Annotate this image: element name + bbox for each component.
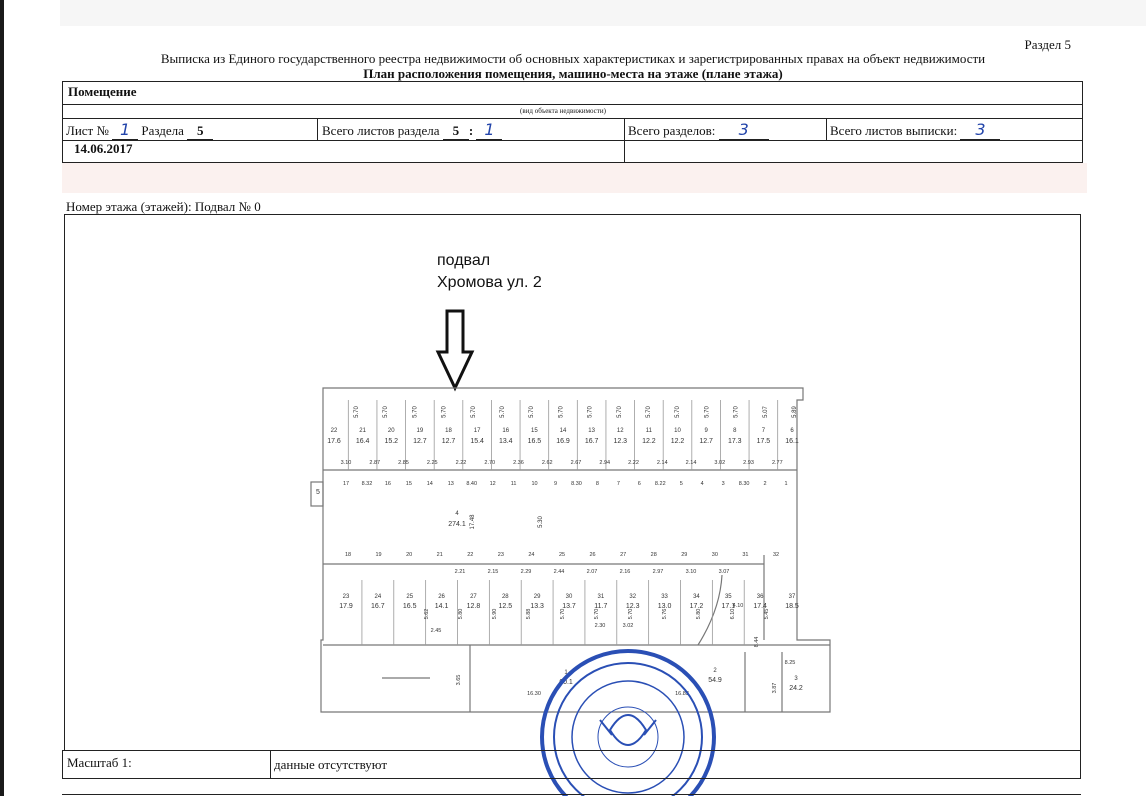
bottom-room-area: 17.9 xyxy=(339,603,353,610)
top-stall-height: 5.70 xyxy=(500,406,506,418)
top-stall-height: 5.70 xyxy=(470,406,477,418)
bottom-room-area: 14.1 xyxy=(434,603,449,610)
top-parking-spot: 16 xyxy=(384,481,391,487)
bottom-stall-height: 5.70 xyxy=(560,608,566,620)
bottom-parking-spot: 31 xyxy=(742,552,749,558)
top-stall-width: 2.85 xyxy=(398,460,409,466)
side-mark: 5 xyxy=(316,489,320,496)
document-subtitle: План расположения помещения, машино-места на этаже (плане этажа) xyxy=(363,66,783,81)
top-parking-spot: 2 xyxy=(763,481,767,487)
bottom-stall-height: 5.80 xyxy=(696,608,702,620)
top-stall-width: 2.25 xyxy=(426,460,438,466)
top-stall-width: 2.77 xyxy=(771,460,783,466)
top-parking-spot: 15 xyxy=(405,481,412,487)
building-outline xyxy=(311,388,830,712)
top-room-area: 15.4 xyxy=(470,438,484,445)
top-room-number: 21 xyxy=(359,428,366,434)
top-stall-height: 5.07 xyxy=(762,406,769,418)
lower-room-area: 54.9 xyxy=(708,677,722,684)
bottom-parking-spot: 25 xyxy=(558,552,566,558)
bottom-stall-height: 5.45 xyxy=(764,608,770,620)
top-room-area: 16.5 xyxy=(527,438,542,445)
top-parking-spot: 17 xyxy=(342,481,350,487)
bottom-parking-spot: 19 xyxy=(375,552,382,558)
top-stall-height: 5.89 xyxy=(792,406,798,418)
top-parking-spot: 6 xyxy=(637,481,641,487)
bottom-parking-spot: 29 xyxy=(681,552,688,558)
bottom-room-number: 35 xyxy=(724,594,732,600)
bottom-room-area: 16.5 xyxy=(402,603,417,610)
top-room-number: 14 xyxy=(559,428,567,434)
plan-dimension: 3.87 xyxy=(772,682,778,694)
bottom-room-area: 11.7 xyxy=(594,603,608,610)
plan-dimension: 8.25 xyxy=(784,660,796,666)
top-parking-spot: 8.30 xyxy=(571,481,582,487)
issue-date: 14.06.2017 xyxy=(74,141,133,156)
center-dimension: 5.30 xyxy=(538,516,544,528)
bottom-room-number: 23 xyxy=(342,594,350,600)
top-parking-spot: 7 xyxy=(616,481,620,487)
plan-address: Хромова ул. 2 xyxy=(437,274,542,291)
top-room-number: 19 xyxy=(416,428,424,434)
top-stall-width: 3.10 xyxy=(340,460,352,466)
bottom-room-area: 17.4 xyxy=(753,603,767,610)
total-sheets-section-label: Всего листов раздела xyxy=(322,123,440,138)
top-room-number: 15 xyxy=(531,428,538,434)
bottom-room-area: 12.8 xyxy=(466,603,481,610)
bottom-parking-spot: 24 xyxy=(528,552,535,558)
bottom-stall-width: 2.07 xyxy=(586,569,598,575)
top-stall-height: 5.70 xyxy=(383,406,390,418)
top-parking-spot: 11 xyxy=(510,481,517,487)
top-stall-width: 2.93 xyxy=(743,460,754,466)
bottom-room-number: 26 xyxy=(438,594,445,600)
bottom-stall-height: 5.70 xyxy=(594,608,600,620)
center-room-area: 274.1 xyxy=(448,521,466,528)
scale-row xyxy=(62,750,1081,779)
top-parking-spot: 8 xyxy=(595,481,599,487)
top-room-number: 11 xyxy=(645,428,652,434)
bottom-parking-spot: 30 xyxy=(711,552,718,558)
scale-label: Масштаб 1: xyxy=(67,755,132,770)
top-stall-width: 2.22 xyxy=(628,460,639,466)
top-parking-spot: 8.40 xyxy=(466,481,478,487)
bottom-stall-height: 6.10 xyxy=(730,608,736,620)
bottom-parking-spot: 21 xyxy=(436,552,443,558)
bottom-room-number: 36 xyxy=(756,594,764,600)
total-sheets-section-value: 5 xyxy=(443,123,469,140)
top-room-area: 17.3 xyxy=(727,438,742,445)
bottom-stall-width: 3.10 xyxy=(685,569,697,575)
top-stall-width: 2.14 xyxy=(656,460,668,466)
bottom-parking-spot: 23 xyxy=(497,552,504,558)
bottom-stall-height: 5.62 xyxy=(424,608,430,620)
bottom-parking-spot: 20 xyxy=(406,552,413,558)
top-room-number: 7 xyxy=(761,428,766,434)
section-of-sheet-value: 5 xyxy=(187,123,213,140)
plan-dimension: 2.30 xyxy=(594,623,606,629)
plan-dimension: 16.30 xyxy=(527,691,541,697)
top-parking-spot: 3 xyxy=(721,481,725,487)
top-stall-height: 5.70 xyxy=(529,406,536,418)
next-table-edge xyxy=(62,794,1081,795)
bottom-room-area: 12.3 xyxy=(625,603,640,610)
top-stall-height: 5.70 xyxy=(675,406,682,418)
top-stall-height: 5.70 xyxy=(587,406,594,418)
top-stall-height: 5.70 xyxy=(646,406,652,418)
total-sections-label: Всего разделов: xyxy=(628,123,716,138)
top-room-number: 9 xyxy=(704,428,708,434)
lower-room-number: 2 xyxy=(713,668,717,674)
plan-dimension: 3.02 xyxy=(622,623,634,629)
top-stall-width: 2.22 xyxy=(455,460,467,466)
bottom-stall-width: 2.16 xyxy=(619,569,631,575)
bottom-stall-width: 2.97 xyxy=(652,569,664,575)
lower-room-area: 24.2 xyxy=(789,685,803,692)
bottom-room-number: 37 xyxy=(788,594,796,600)
top-room-area: 16.7 xyxy=(584,438,599,445)
top-parking-spot: 8.30 xyxy=(738,481,750,487)
top-room-number: 17 xyxy=(473,428,481,434)
bottom-room-number: 27 xyxy=(470,594,477,600)
plan-dimension: 4.10 xyxy=(732,603,744,609)
plan-dimension: 2.45 xyxy=(430,628,442,634)
top-room-number: 22 xyxy=(330,428,338,434)
bottom-parking-spot: 26 xyxy=(589,552,596,558)
top-room-number: 18 xyxy=(445,428,452,434)
bottom-room-number: 32 xyxy=(629,594,637,600)
top-parking-spot: 8.32 xyxy=(361,481,373,487)
plan-dimension: 16.83 xyxy=(675,691,689,697)
top-stall-width: 2.36 xyxy=(513,460,524,466)
floor-label: Номер этажа (этажей): Подвал № 0 xyxy=(66,199,261,214)
bottom-stall-height: 5.76 xyxy=(662,608,668,620)
bottom-room-number: 30 xyxy=(565,594,573,600)
top-stall-height: 5.70 xyxy=(441,406,448,418)
object-type-caption: (вид объекта недвижимости) xyxy=(520,107,606,115)
top-room-number: 10 xyxy=(674,428,681,434)
bottom-room-area: 16.7 xyxy=(371,603,385,610)
top-room-area: 12.3 xyxy=(613,438,628,445)
sheet-label: Лист № xyxy=(66,123,109,138)
total-sections-value: 3 xyxy=(719,120,769,140)
document-title: Выписка из Единого государственного реестра недвижимости об основных характеристиках и зарегистрированных правах на объект недвижимости xyxy=(160,51,986,66)
bottom-room-number: 33 xyxy=(661,594,668,600)
top-room-number: 6 xyxy=(790,428,794,434)
lower-room-area: 60.1 xyxy=(559,679,573,686)
top-room-number: 12 xyxy=(616,428,624,434)
bottom-room-number: 34 xyxy=(693,594,700,600)
top-parking-spot: 8.22 xyxy=(654,481,666,487)
top-room-area: 16.1 xyxy=(785,438,799,445)
top-room-area: 12.2 xyxy=(670,438,685,445)
top-room-area: 16.9 xyxy=(556,438,570,445)
top-parking-spot: 9 xyxy=(553,481,558,487)
top-stall-width: 2.70 xyxy=(484,460,496,466)
bottom-room-number: 31 xyxy=(597,594,605,600)
top-room-area: 13.4 xyxy=(498,438,513,445)
section-of-sheet-label: Раздела xyxy=(141,123,184,138)
top-stall-width: 2.14 xyxy=(685,460,697,466)
top-stall-height: 5.70 xyxy=(733,406,740,418)
bottom-room-area: 13.0 xyxy=(657,603,672,610)
bottom-room-area: 12.5 xyxy=(498,603,513,610)
top-parking-spot: 5 xyxy=(679,481,683,487)
top-stall-width: 3.02 xyxy=(714,460,726,466)
bottom-parking-spot: 28 xyxy=(650,552,657,558)
top-room-area: 12.2 xyxy=(642,438,656,445)
top-room-area: 12.7 xyxy=(413,438,427,445)
bottom-room-number: 29 xyxy=(533,594,541,600)
center-room-number: 4 xyxy=(455,511,459,517)
top-room-number: 20 xyxy=(387,428,395,434)
bottom-room-number: 24 xyxy=(374,594,382,600)
top-room-area: 16.4 xyxy=(355,438,370,445)
center-dimension: 17.48 xyxy=(470,514,476,530)
top-room-area: 17.5 xyxy=(756,438,771,445)
top-room-number: 13 xyxy=(588,428,595,434)
bottom-stall-width: 2.21 xyxy=(454,569,466,575)
bottom-stall-width: 2.44 xyxy=(553,569,565,575)
scale-value: данные отсутствуют xyxy=(274,757,388,772)
lower-room-number: 3 xyxy=(794,676,798,682)
top-room-area: 12.7 xyxy=(699,438,713,445)
total-sheets-section: Всего листов раздела 5 : 1 xyxy=(322,120,502,140)
top-stall-height: 5.70 xyxy=(412,406,419,418)
top-stall-height: 5.70 xyxy=(704,406,711,418)
top-stall-height: 5.70 xyxy=(558,406,565,418)
top-parking-spot: 12 xyxy=(489,481,496,487)
top-stall-width: 2.67 xyxy=(570,460,582,466)
bottom-room-area: 18.5 xyxy=(785,603,799,610)
bottom-stall-width: 3.07 xyxy=(718,569,730,575)
bottom-room-number: 28 xyxy=(501,594,509,600)
top-room-area: 17.6 xyxy=(327,438,341,445)
bottom-parking-spot: 18 xyxy=(344,552,352,558)
top-stall-width: 2.62 xyxy=(541,460,553,466)
top-parking-spot: 13 xyxy=(447,481,454,487)
bottom-room-number: 25 xyxy=(406,594,414,600)
bottom-stall-height: 5.90 xyxy=(492,608,498,620)
top-parking-spot: 14 xyxy=(426,481,433,487)
bottom-parking-spot: 27 xyxy=(620,552,627,558)
top-parking-spot: 1 xyxy=(784,481,788,487)
plan-title: подвал xyxy=(437,252,491,269)
bottom-room-area: 13.3 xyxy=(530,603,544,610)
bottom-parking-spot: 22 xyxy=(467,552,474,558)
bottom-parking-spot: 32 xyxy=(772,552,780,558)
top-stall-width: 2.87 xyxy=(369,460,381,466)
top-stall-height: 5.70 xyxy=(354,406,360,418)
bottom-room-area: 17.1 xyxy=(721,603,736,610)
bottom-stall-height: 5.88 xyxy=(526,608,532,620)
bottom-stall-height: 5.70 xyxy=(628,608,634,620)
top-parking-spot: 4 xyxy=(700,481,704,487)
top-stall-height: 5.70 xyxy=(616,406,623,418)
scale-divider xyxy=(270,750,271,779)
top-stall-width: 2.94 xyxy=(599,460,611,466)
total-sheets-extract-value: 3 xyxy=(960,120,1000,140)
plan-dimension: 3.65 xyxy=(456,674,462,686)
top-parking-spot: 10 xyxy=(531,481,538,487)
total-sheets-extract-label: Всего листов выписки: xyxy=(830,123,958,138)
top-room-area: 12.7 xyxy=(441,438,456,445)
lower-room-number: 1 xyxy=(564,670,568,676)
bottom-room-area: 17.2 xyxy=(689,603,704,610)
down-arrow-icon xyxy=(438,311,472,388)
top-room-number: 16 xyxy=(502,428,510,434)
top-room-number: 8 xyxy=(733,428,737,434)
bottom-stall-height: 5.80 xyxy=(458,608,464,620)
bottom-stall-width: 2.15 xyxy=(487,569,499,575)
bottom-stall-width: 2.29 xyxy=(520,569,532,575)
total-sheets-section-hand: 1 xyxy=(476,120,502,140)
section-label: Раздел 5 xyxy=(1024,37,1071,52)
top-room-area: 15.2 xyxy=(384,438,399,445)
plan-dimension: 8.44 xyxy=(754,636,760,648)
object-type: Помещение xyxy=(68,84,137,99)
bottom-room-area: 13.7 xyxy=(562,603,576,610)
sheet-value: 1 xyxy=(112,120,138,140)
